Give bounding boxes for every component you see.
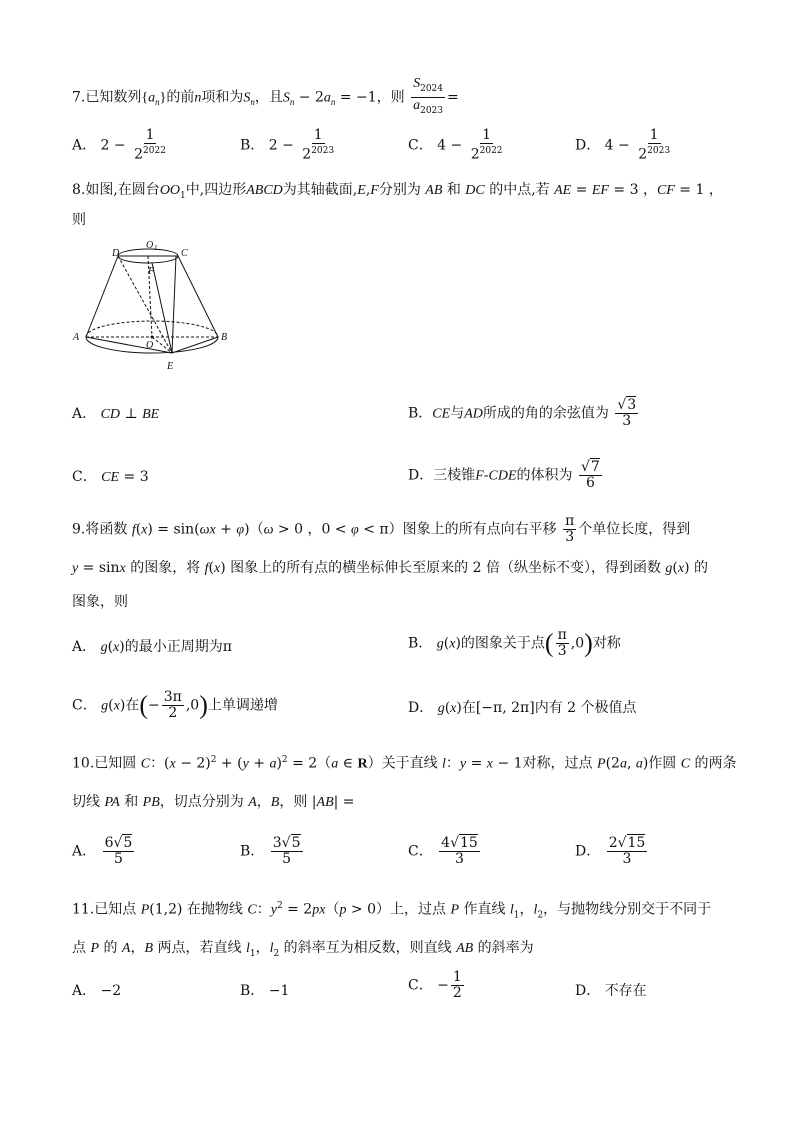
q11-stem-line2: 点 P 的 A，B 两点，若直线 $l_1$，$l_2$ 的斜率互为相反数，则直线 AB 的斜率为 [72,940,534,959]
fig-label-o1: O [146,240,154,251]
q9-stem-line2: y = sinx 的图象，将 f(x) 图象上的所有点的横坐标伸长至原来的 2 倍（纵坐标不变），得到函数 g(x) 的 [72,560,709,576]
q9-stem-line3: 图象，则 [72,594,128,610]
q10-option-a[interactable]: A． $\frac{6√5}{5}$ [72,835,133,867]
fig-label-a: A [73,332,80,343]
q11-option-b[interactable]: B． −1 [240,983,290,999]
q7-option-d[interactable]: D． 4 − $\frac{1}{2^{2023}}$ [575,127,671,163]
q9-option-b[interactable]: B． g(x)的图象关于点( $\frac{\pi}{3}$ ,0)对称 [408,627,621,659]
q7-option-a[interactable]: A． 2 − $\frac{1}{2^{2022}}$ [72,127,166,163]
fig-label-e: E [167,361,174,372]
q9-option-c[interactable]: C． g(x)在(− $\frac{3\pi}{2}$ ,0)上单调递增 [72,689,278,721]
q7-option-b[interactable]: B． 2 − $\frac{1}{2^{2023}}$ [240,127,335,163]
fig-label-d: D [112,248,120,259]
q8-frustum-figure [68,236,243,376]
q8-option-c[interactable]: C． CE = 3 [72,469,149,485]
fig-label-b: B [221,332,228,343]
fig-label-f: F [148,266,155,277]
q10-option-b[interactable]: B． $\frac{3√5}{5}$ [240,835,301,867]
q10-stem-line2: 切线 PA 和 PB，切点分别为 A，B，则 |AB| = [72,794,355,810]
q9-stem-line1: 9.将函数 f(x) = sin(ωx + φ)（ω > 0 ，0 < φ < π）图象上的所有点向右平移 $\frac{\pi}{3}$ 个单位长度，得到 [72,513,691,545]
q11-option-c[interactable]: C． − $\frac{1}{2}$ [408,969,462,1001]
q8-option-b[interactable]: B．CE与AD所成的角的余弦值为 $\frac{√3}{3}$ [408,397,637,429]
q7-option-c[interactable]: C． 4 − $\frac{1}{2^{2022}}$ [408,127,503,163]
q8-option-d[interactable]: D．三棱锥F-CDE的体积为 $\frac{√7}{6}$ [408,459,600,491]
q9-option-d[interactable]: D． g(x)在[−π, 2π]内有 2 个极值点 [408,700,637,716]
q10-option-d[interactable]: D． $\frac{2√15}{3}$ [575,835,646,867]
q11-stem-line1: 11.已知点 P(1,2) 在抛物线 C：$y^2 = 2px(p > 0)$上，过点 P 作直线 $l_1$，$l_2$，与抛物线分别交于不同于 [72,901,712,921]
q11-option-d[interactable]: D． 不存在 [575,983,647,999]
q9-option-a[interactable]: A． g(x)的最小正周期为π [72,639,232,655]
q8-stem-line2: 则 [72,212,86,228]
q7-stem: 7.已知数列$\{a_n\}$的前n项和为$S_n$，且$S_n - 2a_n = -1$，则 $\frac{S_{2024}}{a_{2023}}$ = [72,76,459,116]
fig-label-c: C [181,248,188,259]
svg-text:1: 1 [154,244,158,252]
q11-option-a[interactable]: A． −2 [72,983,122,999]
fig-label-o: O [146,340,154,351]
q10-option-c[interactable]: C． $\frac{4√15}{3}$ [408,835,478,867]
q8-stem-line1: 8.如图,在圆台$OO_1$中,四边形ABCD为其轴截面,E,F分别为 AB 和 DC 的中点,若 AE = EF = 3 ，CF = 1 ， [72,182,723,201]
q8-option-a[interactable]: A． CD ⊥ BE [72,406,160,422]
q10-stem-line1: 10.已知圆 C：$(x - 2)^2 + (y + a)^2 = 2(a$ ∈ R）关于直线 l：y = x − 1对称，过点 P(2a, a)作圆 C 的两条 [72,755,737,772]
